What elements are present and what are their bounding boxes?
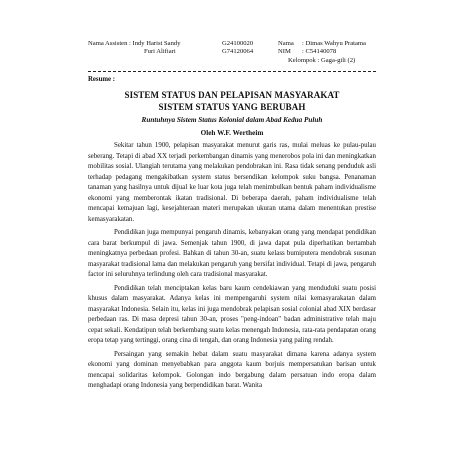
document-title-line-1: SISTEM STATUS DAN PELAPISAN MASYARAKAT <box>124 90 340 100</box>
nim-value: : C54140078 <box>302 48 337 56</box>
kelompok-value: Kelompok : Gaga-gili (2) <box>288 56 356 64</box>
document-author: Oleh W.F. Wertheim <box>200 129 264 137</box>
identity-header <box>88 40 376 70</box>
nama-value: : Dimas Wahyu Pratama <box>302 40 366 47</box>
assisten-id-1: G24100020 <box>222 40 254 47</box>
assisten-label: Nama Assisten : Indy Harist Sandy <box>88 40 181 47</box>
document-title-line-2: SISTEM STATUS YANG BERUBAH <box>158 102 306 112</box>
nama-label: Nama <box>278 40 294 47</box>
resume-label: Resume : <box>88 76 115 83</box>
paragraph-4: Persaingan yang semakin hebat dalam suatu masyarakat dimana karena adanya system ekonomi yang dominan menyebabkan para anggota kaum borjuis mempersatukan barisan untuk mencapai solidaritas kelompok. Golongan indo bergabung dalam persatuan indo eropa dalam menghadapi orang Indonesia yang berpendidikan barat. Wanita <box>88 350 376 389</box>
paragraph-2: Pendidikan juga mempunyai pengaruh dinamis, kebanyakan orang yang mendapat pendidikan cara barat berkumpul di jawa. Semenjak tahun 1900, di jawa dapat pula diperhatikan bertambah meningkatnya perbedaan profesi. Bahkan di tahun 30-an, suatu kelass bumiputera mendobrak susunan masyarakat tradisional lama dan melakukan pengaruh yang bersifat individual. Tetapi di jawa, pengaruh factor ini seluruhnya terlindung oleh cara tradisional masyarakat. <box>88 229 376 278</box>
document-subtitle: Runtuhnya Sistem Status Kolonial dalam Abad Kedua Puluh <box>141 116 323 124</box>
nim-label: NIM <box>278 48 291 56</box>
paragraph-3: Pendidikan telah menciptakan kelas baru kaum cendekiawan yang menduduki suatu posisi khusus dalam masyarakat. Adanya kelas ini mempengaruhi system nilai kemasyarakatan dalam masyarakat Indonesia. Selain itu, kelas ini juga mendobrak pelapisan sosial colonial abad XIX berdasar perbedaan ras. Di masa depresi tahun 30-an, proses "peng-indoan" badan administrative telah maju cepat sekali. Kendatipun telah berkembang suatu kelas menengah Indonesia, rata-rata pendapatan orang eropa tetap yang tertinggi, orang cina di tengah, dan orang Indonesia yang paling rendah. <box>88 284 376 344</box>
body-text <box>88 141 376 392</box>
document-page <box>88 40 376 395</box>
header-divider <box>88 71 376 72</box>
assisten-name-2: Furi Alifiari <box>144 48 176 56</box>
assisten-id-2: G74120064 <box>222 48 254 56</box>
paragraph-1: Sekitar tahun 1900, pelapisan masyarakat menurut garis ras, mulai meluas ke pulau-pulau seberang. Tetapi di abad XX terjadi perkembangan dinamis yang menerobos pola ini dan meningkatkan mobilitas sosial. Ulangiah terutama yang melakukan pendobrakan ini. Rasa tidak senang penduduk asli terhadap pedagang mengakibatkan system status bersendikan kelompok suku bangsa. Penanaman tanaman yang hasilnya untuk dijual ke luar kota juga telah menimbulkan bentuk paham individualisme ekonomi yang memberontak ikatan tradisional. Di beberapa daerah, paham individualisme telah mencapai kemajuan lagi, kesejahteraan materi merupakan ukuran utama dalam menentukan prestise kemasyarakatan. <box>88 142 376 223</box>
